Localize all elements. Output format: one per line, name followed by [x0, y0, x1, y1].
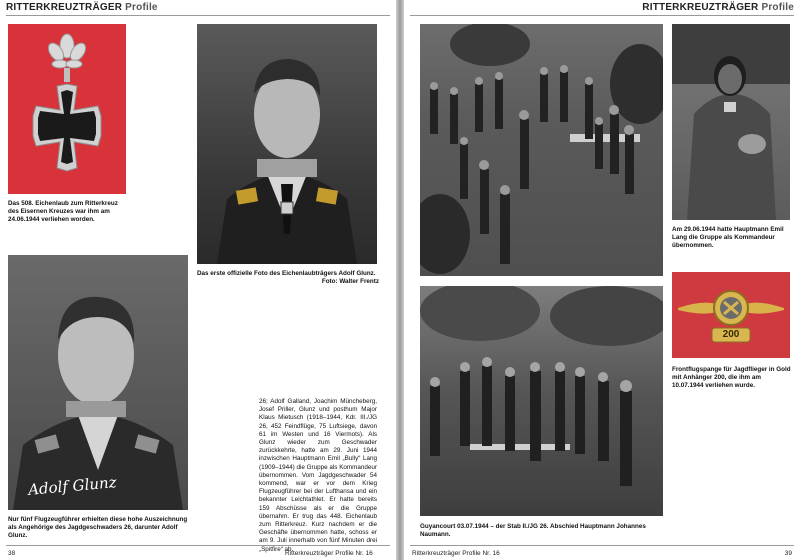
caption-portrait-credit: Foto: Walter Frentz: [321, 278, 379, 286]
clasp-pendant-number: 200: [722, 329, 740, 340]
article-body-text: 26; Adolf Galland, Joachim Müncheberg, Josef Priller, Glunz und posthum Major Klaus Mietusch (1918–1944, Kdr. III./JG 26, 452 Feindflüge, 75 Luftsiege, davon 61 im Westen und 16 Viermots). Als Glunz wieder zum Geschwader zurückkehrte, hatte am 29. Juni 1944 inzwischen Hauptmann Emil „Bully“ Lang (1909–1944) die Gruppe als Kommandeur übernommen. Vom Jagdgeschwader 54 kommend, war er vor dem Krieg Flugzeugführer bei der Lufthansa und ein bekannter Leichtathlet. Er hatte bereits 159 Abschüsse als er die Gruppe übernahm. Er trug das 448. Eichenlaub zum Ritterkreuz. Kurz nachdem er die Geschäfte übernommen hatte, schoss er am 9. Juli innerhalb von fünf Minuten drei „Spitfire“ ab.: [259, 398, 377, 553]
knights-cross-photo: [8, 24, 126, 194]
caption-award: Das 508. Eichenlaub zum Ritterkreuz des Eisernen Kreuzes war ihm am 24.06.1944 verliehen worden.: [8, 200, 118, 224]
left-page: [0, 0, 396, 560]
official-portrait-photo: [197, 24, 377, 264]
left-footer-title: Ritterkreuzträger Profile Nr. 16: [285, 550, 373, 557]
left-footer-rule: [6, 545, 390, 546]
header-title: RITTERKREUZTRÄGER: [6, 2, 123, 13]
right-page-number: 39: [784, 550, 792, 557]
caption-group: Guyancourt 03.07.1944 – der Stab II./JG 26. Abschied Hauptmann Johannes Naumann.: [420, 523, 646, 539]
signed-portrait-photo: [8, 255, 188, 510]
header-subtitle: Profile: [125, 2, 158, 13]
group-figures-icon: [420, 24, 663, 276]
header-subtitle-right: Profile: [761, 2, 794, 13]
left-page-number: 38: [8, 550, 16, 557]
handwritten-signature: Adolf Glunz: [27, 473, 118, 499]
portrait-figure-icon: [197, 24, 377, 264]
right-page: [404, 0, 800, 560]
outdoor-group-photo: [420, 24, 663, 276]
guyancourt-figures-icon: [420, 286, 663, 516]
caption-portrait: [197, 270, 379, 286]
clasp-photo: [672, 272, 790, 358]
right-header-rule: [410, 15, 794, 16]
left-header: [6, 2, 158, 13]
caption-signed: Nur fünf Flugzeugführer erhielten diese hohe Auszeichnung als Angehörige des Jagdgeschwaders 26, darunter Adolf Glunz.: [8, 516, 188, 540]
header-title-right: RITTERKREUZTRÄGER: [642, 2, 759, 13]
right-footer-rule: [410, 545, 794, 546]
caption-portrait-text: Das erste offizielle Foto des Eichenlaubträgers Adolf Glunz.: [197, 270, 376, 277]
right-header: [642, 2, 794, 13]
right-footer-title: Ritterkreuzträger Profile Nr. 16: [412, 550, 500, 557]
lang-figure-icon: [672, 24, 790, 220]
signed-portrait-figure-icon: [8, 255, 188, 510]
knights-cross-icon: [8, 24, 126, 194]
spine-gutter: [396, 0, 404, 560]
caption-lang: Am 29.06.1944 hatte Hauptmann Emil Lang die Gruppe als Kommandeur übernommen.: [672, 226, 784, 250]
left-header-rule: [6, 15, 390, 16]
front-clasp-icon: [672, 272, 790, 358]
caption-clasp: Frontflugspange für Jagdflieger in Gold mit Anhänger 200, die ihm am 10.07.1944 verliehen wurde.: [672, 366, 791, 390]
guyancourt-group-photo: [420, 286, 663, 516]
lang-portrait-photo: [672, 24, 790, 220]
